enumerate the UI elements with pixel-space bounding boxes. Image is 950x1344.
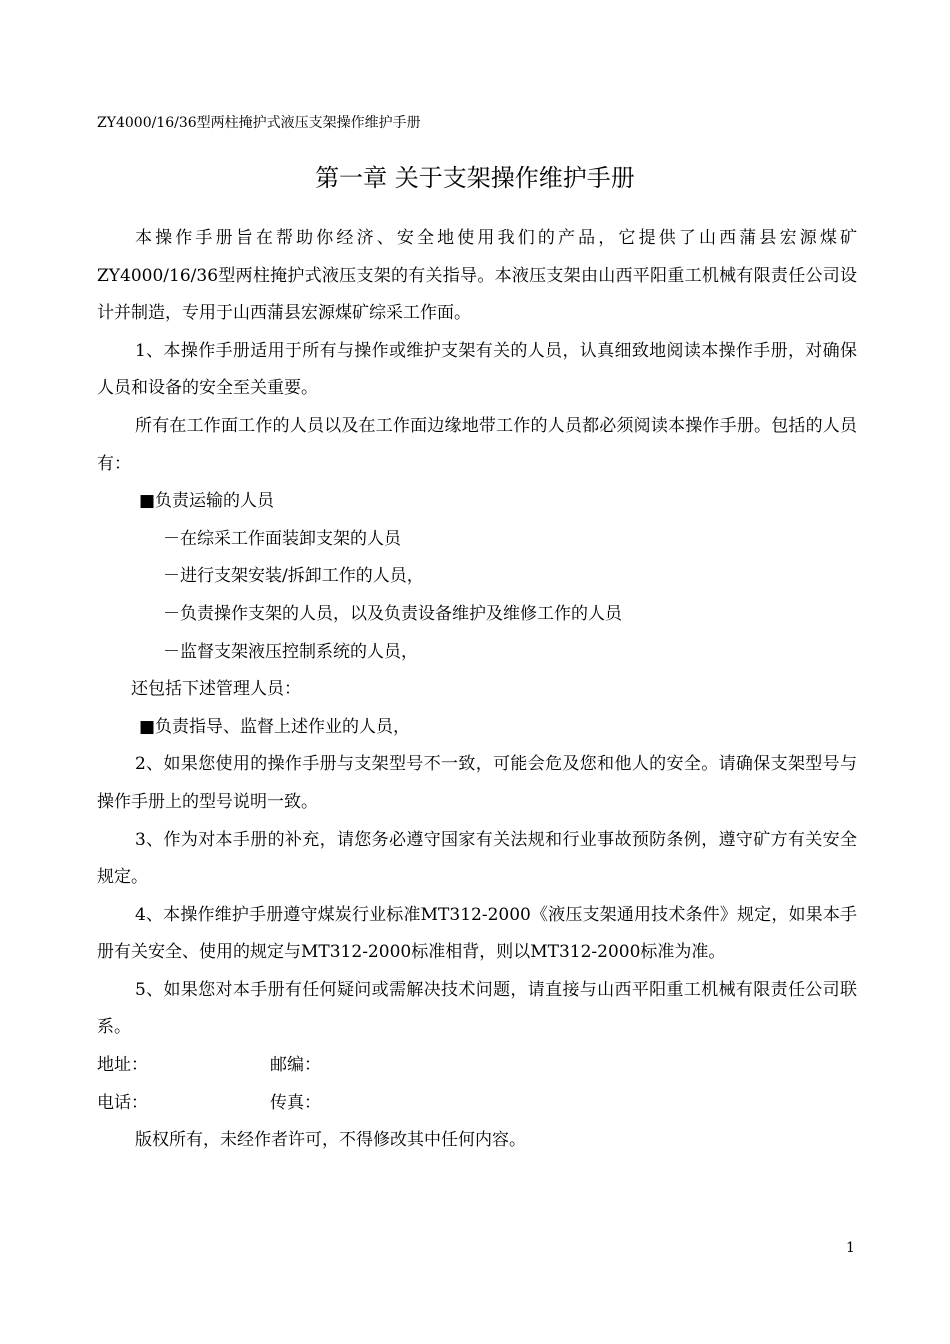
address-label: 地址： xyxy=(97,1055,148,1076)
dash-item-4: －监督支架液压控制系统的人员， xyxy=(163,641,418,662)
item-4-paragraph: 4、本操作维护手册遵守煤炭行业标准MT312-2000《液压支架通用技术条件》规定，如果本手册有关安全、使用的规定与MT312-2000标准相背，则以MT312-2000标准为准。 xyxy=(97,904,857,963)
intro-paragraph: 本操作手册旨在帮助你经济、安全地使用我们的产品，它提供了山西蒲县宏源煤矿ZY4000/16/36型两柱掩护式液压支架的有关指导。本液压支架由山西平阳重工机械有限责任公司设计并制造，专用于山西蒲县宏源煤矿综采工作面。 xyxy=(97,228,857,324)
copyright-paragraph: 版权所有，未经作者许可，不得修改其中任何内容。 xyxy=(135,1130,526,1151)
all-personnel-paragraph: 所有在工作面工作的人员以及在工作面边缘地带工作的人员都必须阅读本操作手册。包括的人员有： xyxy=(97,415,857,474)
postcode-label: 邮编： xyxy=(270,1055,321,1076)
bullet-transport: ■负责运输的人员 xyxy=(139,491,275,512)
item-5-paragraph: 5、如果您对本手册有任何疑问或需解决技术问题，请直接与山西平阳重工机械有限责任公司联系。 xyxy=(97,979,857,1038)
management-line: 还包括下述管理人员： xyxy=(131,679,301,700)
item-3-paragraph: 3、作为对本手册的补充，请您务必遵守国家有关法规和行业事故预防条例，遵守矿方有关安全规定。 xyxy=(97,829,857,888)
fax-label: 传真： xyxy=(270,1092,321,1113)
phone-label: 电话： xyxy=(97,1092,148,1113)
dash-item-1: －在综采工作面装卸支架的人员 xyxy=(163,528,401,549)
contact-row-address xyxy=(97,1047,857,1085)
page-number: 1 xyxy=(846,1240,855,1256)
item-2-paragraph: 2、如果您使用的操作手册与支架型号不一致，可能会危及您和他人的安全。请确保支架型号与操作手册上的型号说明一致。 xyxy=(97,754,857,812)
dash-item-2: －进行支架安装/拆卸工作的人员， xyxy=(163,566,424,587)
running-header: ZY4000/16/36型两柱掩护式液压支架操作维护手册 xyxy=(97,115,421,131)
chapter-title: 第一章 关于支架操作维护手册 xyxy=(315,164,635,192)
contact-row-phone xyxy=(97,1085,857,1123)
document-body xyxy=(97,220,857,1160)
dash-item-3: －负责操作支架的人员，以及负责设备维护及维修工作的人员 xyxy=(163,603,622,624)
item-1-paragraph: 1、本操作手册适用于所有与操作或维护支架有关的人员，认真细致地阅读本操作手册，对确保人员和设备的安全至关重要。 xyxy=(97,340,857,399)
bullet-supervise: ■负责指导、监督上述作业的人员， xyxy=(139,716,411,737)
